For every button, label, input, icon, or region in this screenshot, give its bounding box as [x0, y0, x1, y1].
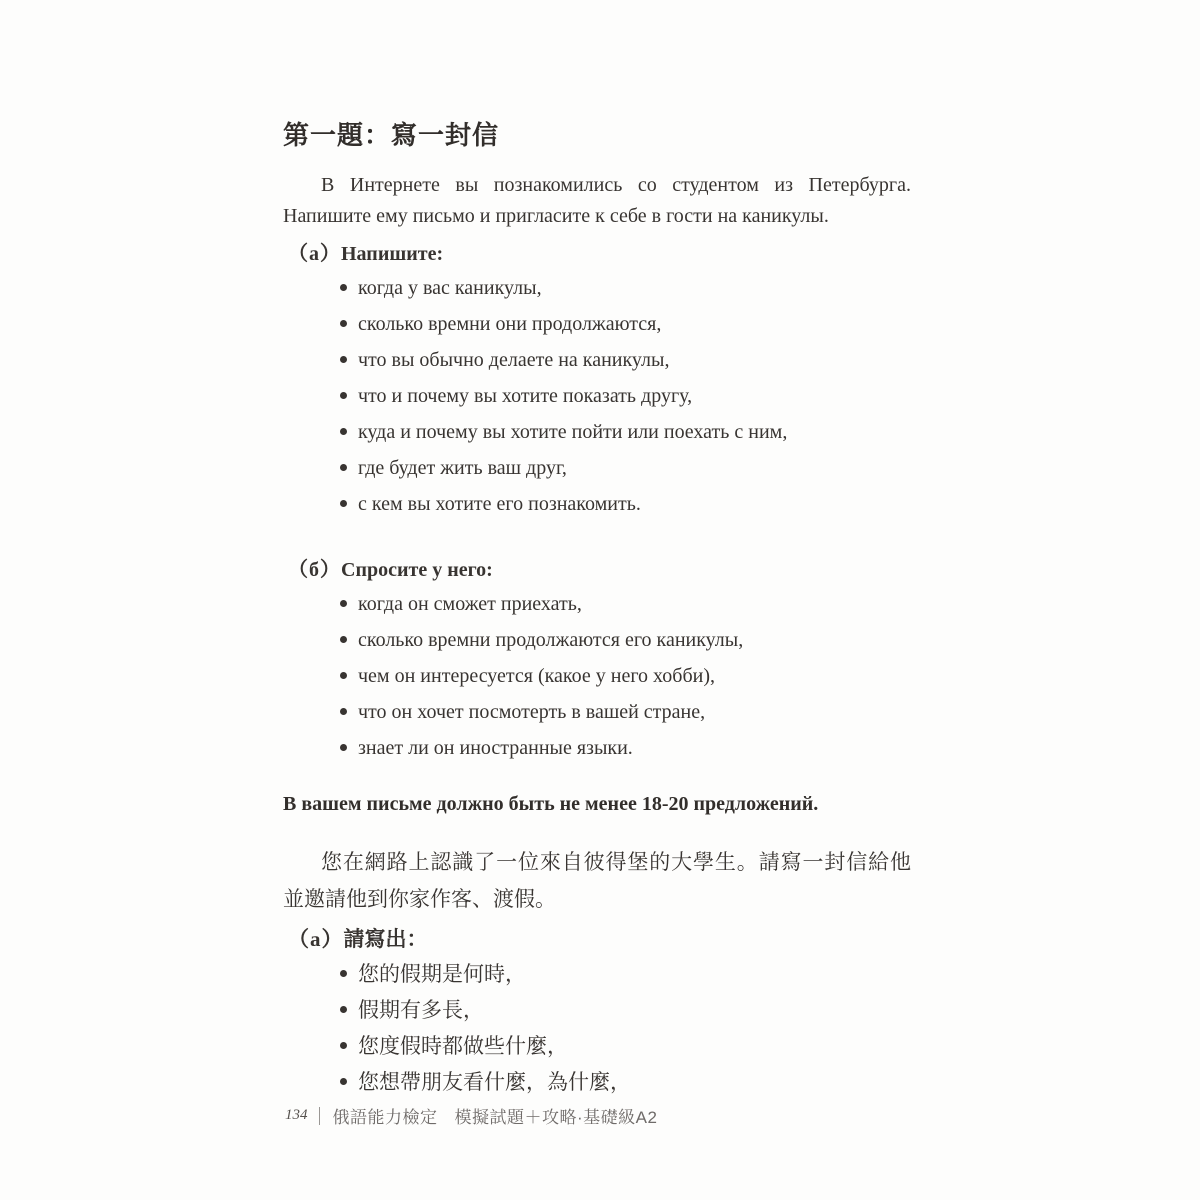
section-a-ru-list [283, 270, 911, 522]
bullet-icon [340, 1006, 347, 1013]
intro-zh-line-1: 您在網路上認識了一位來自彼得堡的大學生。請寫一封信給他 [321, 850, 911, 874]
section-a-zh-heading [288, 924, 911, 954]
bullet-item [283, 1064, 911, 1100]
bullet-text: 假期有多長， [358, 998, 484, 1022]
bullet-icon [340, 356, 347, 363]
bullet-item [283, 730, 911, 766]
section-b-ru-heading [288, 556, 911, 584]
bullet-text: куда и почему вы хотите пойти или поехать с ним, [358, 421, 788, 443]
bullet-item [283, 414, 911, 450]
bullet-item [283, 450, 911, 486]
bullet-text: что вы обычно делаете на каникулы, [358, 349, 670, 371]
bullet-icon [340, 672, 347, 679]
bullet-text: 您想帶朋友看什麼，為什麼， [358, 1070, 631, 1094]
bullet-text: сколько времни продолжаются его каникулы, [358, 629, 744, 651]
section-b-ru-list [283, 586, 911, 766]
note-sentence-count: В вашем письме должно быть не менее 18-20 предложений. [283, 793, 819, 815]
bullet-text: когда у вас каникулы, [358, 277, 542, 299]
section-a-zh-heading-text: 請寫出： [343, 927, 428, 951]
bullet-icon [340, 600, 347, 607]
bullet-text: знает ли он иностранные языки. [358, 737, 633, 759]
bullet-icon [340, 428, 347, 435]
intro-paragraph-chinese [283, 844, 911, 918]
bullet-item [283, 622, 911, 658]
section-a-ru-heading-text: Напишите: [341, 243, 444, 265]
footer-book-title: 俄語能力檢定 [332, 1108, 438, 1127]
intro-zh-line-2: 並邀請他到你家作客、渡假。 [283, 887, 556, 911]
bullet-item [283, 270, 911, 306]
bullet-item [283, 306, 911, 342]
bullet-text: сколько времни они продолжаются, [358, 313, 662, 335]
footer-book-subtitle: 模擬試題＋攻略·基礎級A2 [454, 1108, 658, 1127]
bullet-text: чем он интересуется (какое у него хобби), [358, 665, 715, 687]
footer-divider [319, 1107, 320, 1125]
bullet-item [283, 486, 911, 522]
bullet-item [283, 586, 911, 622]
section-b-ru-heading-text: Спросите у него: [341, 559, 493, 581]
section-b-ru-marker: （б） [288, 559, 341, 581]
bullet-item [283, 694, 911, 730]
section-a-ru-marker: （а） [288, 243, 341, 265]
bullet-text: 您的假期是何時， [358, 962, 526, 986]
bullet-icon [340, 320, 347, 327]
bullet-icon [340, 1078, 347, 1085]
bullet-item [283, 378, 911, 414]
section-a-zh-marker: （a） [288, 927, 344, 951]
bullet-text: где будет жить ваш друг, [358, 457, 567, 479]
bullet-icon [340, 970, 347, 977]
bullet-icon [340, 636, 347, 643]
bullet-icon [340, 284, 347, 291]
intro-ru-line-2: Напишите ему письмо и пригласите к себе в гости на каникулы. [283, 205, 829, 227]
bullet-text: что и почему вы хотите показать другу, [358, 385, 693, 407]
bullet-icon [340, 464, 347, 471]
intro-paragraph-russian [283, 170, 911, 232]
page-number: 134 [285, 1107, 308, 1123]
bullet-icon [340, 744, 347, 751]
bullet-text: что он хочет посмотерть в вашей стране, [358, 701, 706, 723]
bullet-icon [340, 708, 347, 715]
bullet-item [283, 658, 911, 694]
page-content [283, 118, 911, 1100]
bullet-item [283, 342, 911, 378]
bullet-text: когда он сможет приехать, [358, 593, 582, 615]
bullet-text: с кем вы хотите его познакомить. [358, 493, 641, 515]
page-title: 第一題：寫一封信 [283, 120, 500, 150]
bullet-text: 您度假時都做些什麼， [358, 1034, 568, 1058]
bullet-item [283, 992, 911, 1028]
bullet-item [283, 956, 911, 992]
section-a-zh-list [283, 956, 911, 1100]
section-gap [283, 818, 911, 844]
bullet-icon [340, 392, 347, 399]
section-gap [283, 522, 911, 548]
intro-ru-line-1: В Интернете вы познакомились со студентом из Петербурга. [321, 174, 911, 196]
bullet-item [283, 1028, 911, 1064]
page-footer [285, 1103, 657, 1128]
section-a-ru-heading [288, 240, 911, 268]
bullet-icon [340, 1042, 347, 1049]
bullet-icon [340, 500, 347, 507]
